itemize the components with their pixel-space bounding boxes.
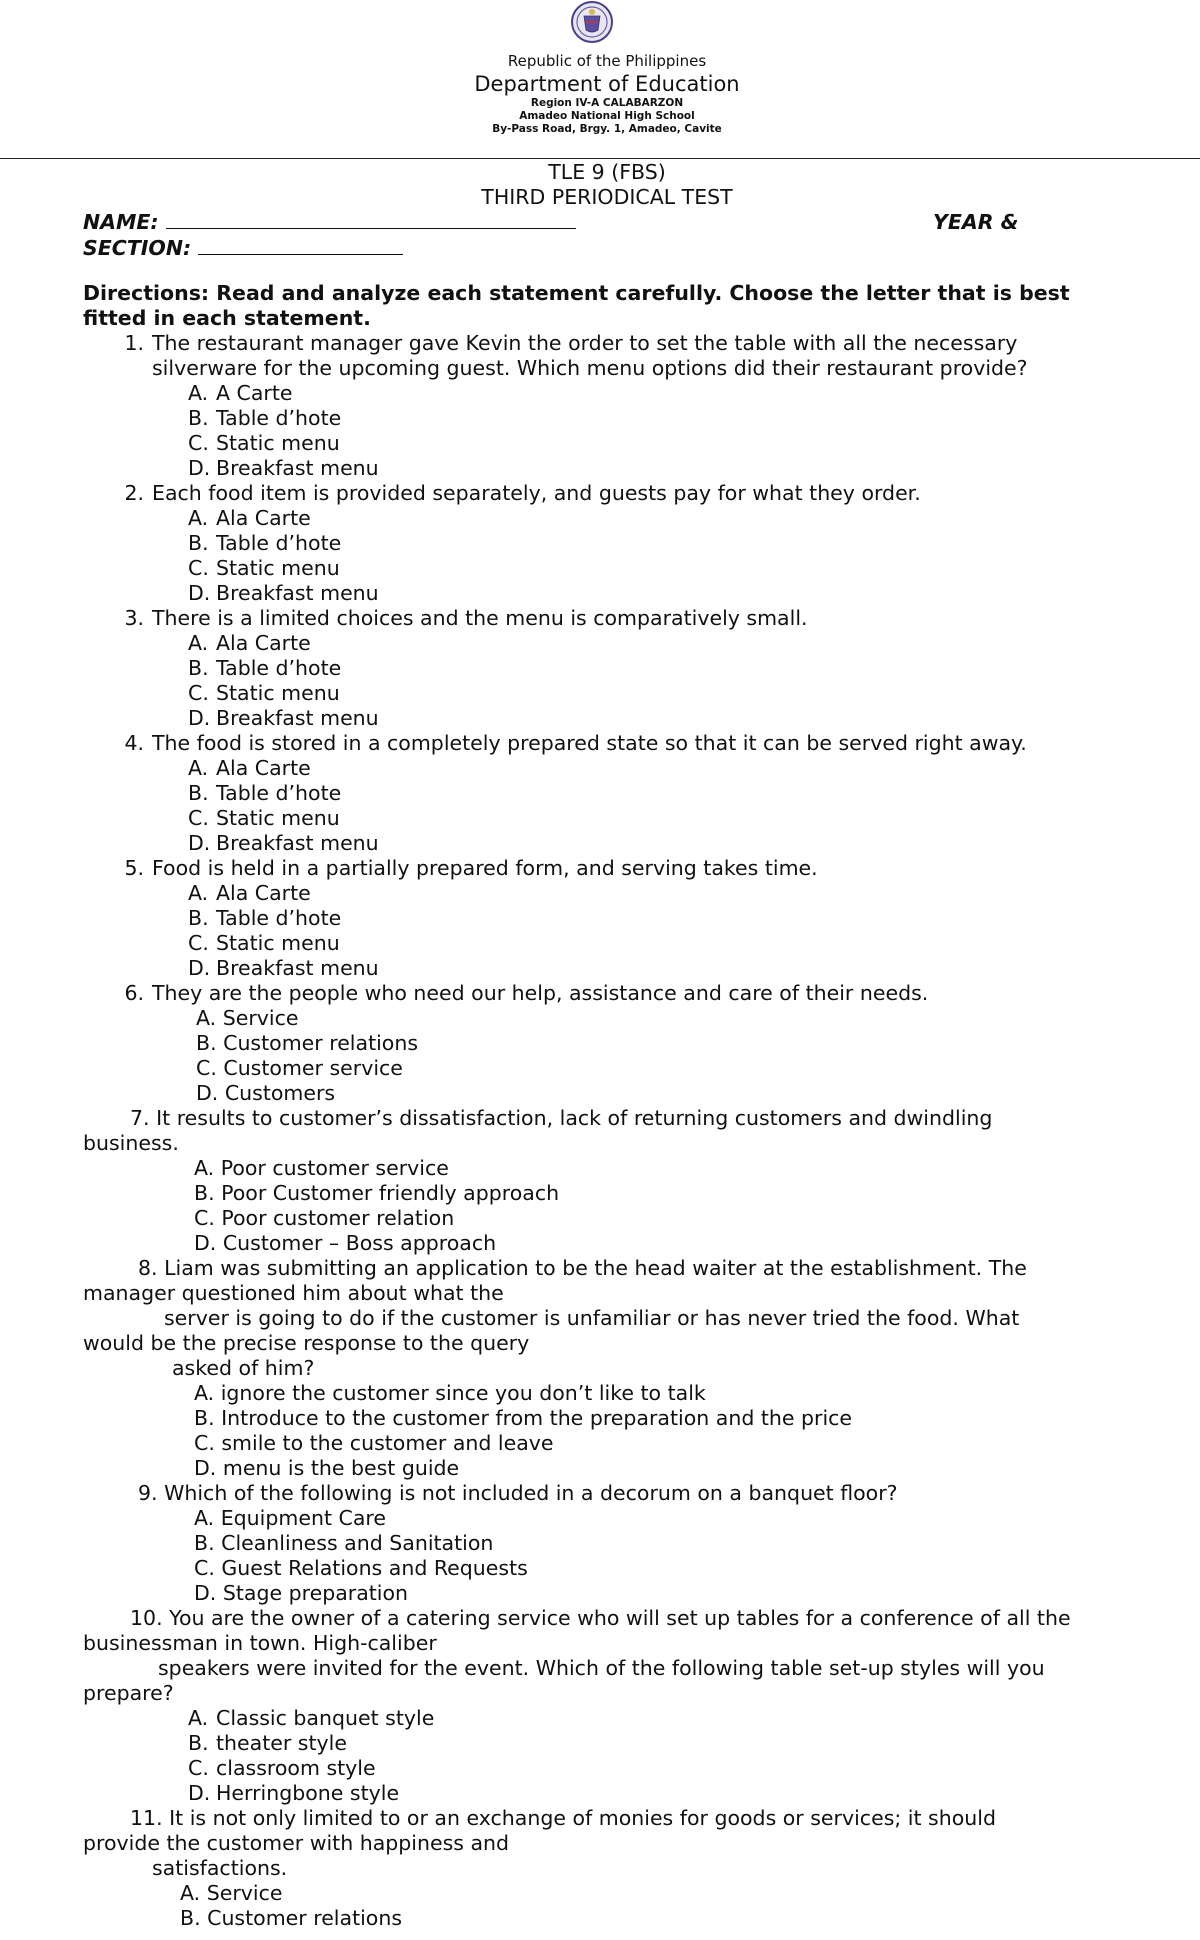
choice[interactable]: [194, 1431, 554, 1456]
question-6: [112, 981, 928, 1006]
choice-text: Guest Relations and Requests: [221, 1556, 528, 1580]
choice[interactable]: [188, 581, 379, 606]
choice-text: Ala Carte: [216, 881, 311, 905]
question-text: It is not only limited to or an exchange of monies for goods or services; it should: [169, 1806, 996, 1830]
choice-text: Poor customer relation: [221, 1206, 455, 1230]
choice-letter: C.: [194, 1431, 215, 1455]
choice[interactable]: [194, 1206, 454, 1231]
section-label: SECTION:: [83, 236, 192, 260]
choice[interactable]: [194, 1406, 852, 1431]
question-text: Which of the following is not included in a decorum on a banquet floor?: [164, 1481, 898, 1505]
choice-letter: D.: [188, 706, 211, 730]
question-text: would be the precise response to the query: [83, 1331, 530, 1355]
choice-letter: B.: [188, 906, 209, 930]
choice-text: Breakfast menu: [216, 956, 379, 980]
choice-text: menu is the best guide: [222, 1456, 460, 1480]
choice-letter: C.: [188, 806, 209, 830]
choice-letter: C.: [188, 931, 209, 955]
choice-letter: A.: [194, 1381, 215, 1405]
question-text: You are the owner of a catering service who will set up tables for a conference of all the: [169, 1606, 1071, 1630]
year-label: YEAR &: [933, 210, 1019, 234]
header-divider: [0, 158, 1200, 159]
choice[interactable]: [180, 1906, 402, 1931]
choice-letter: B.: [194, 1406, 215, 1430]
choice-text: Static menu: [216, 806, 340, 830]
question-number: 7.: [130, 1106, 150, 1130]
choice-text: Ala Carte: [216, 506, 311, 530]
question-text: The restaurant manager gave Kevin the order to set the table with all the necessary: [152, 331, 1018, 355]
choice-letter: B.: [188, 1731, 209, 1755]
choice[interactable]: [188, 756, 311, 781]
choice-letter: A.: [188, 1706, 209, 1730]
choice-letter: A.: [194, 1506, 215, 1530]
choice-text: Poor Customer friendly approach: [221, 1181, 560, 1205]
test-title: THIRD PERIODICAL TEST: [481, 185, 733, 209]
question-5: [112, 856, 818, 881]
choice-letter: C.: [188, 1756, 209, 1780]
choice[interactable]: [188, 1731, 347, 1756]
choice-text: Breakfast menu: [216, 581, 379, 605]
choice-text: Table d’hote: [216, 406, 342, 430]
choice[interactable]: [188, 406, 341, 431]
choice-text: Customer relations: [207, 1906, 403, 1930]
question-text: There is a limited choices and the menu is comparatively small.: [152, 606, 808, 630]
question-text: Liam was submitting an application to be the head waiter at the establishment. The: [164, 1256, 1027, 1280]
choice-text: Static menu: [216, 556, 340, 580]
choice[interactable]: [194, 1456, 459, 1481]
choice-letter: B.: [194, 1531, 215, 1555]
name-field[interactable]: [83, 210, 576, 235]
choice-text: classroom style: [216, 1756, 376, 1780]
choice-text: Cleanliness and Sanitation: [221, 1531, 494, 1555]
choice[interactable]: [194, 1231, 496, 1256]
choice-text: smile to the customer and leave: [221, 1431, 554, 1455]
choice-text: Customers: [224, 1081, 336, 1105]
deped-seal-icon: [570, 0, 614, 44]
choice-letter: A.: [188, 756, 209, 780]
choice-text: Table d’hote: [216, 656, 342, 680]
choice-text: ignore the customer since you don’t like to talk: [220, 1381, 706, 1405]
question-2: [112, 481, 921, 506]
question-text: asked of him?: [172, 1356, 315, 1380]
choice-letter: C.: [188, 431, 209, 455]
choice-letter: C.: [194, 1556, 215, 1580]
question-9: [138, 1481, 898, 1506]
question-number: 8.: [138, 1256, 158, 1280]
question-text: server is going to do if the customer is unfamiliar or has never tried the food. What: [164, 1306, 1020, 1330]
section-field[interactable]: [83, 236, 403, 261]
choice-letter: A.: [180, 1881, 201, 1905]
choice[interactable]: [188, 1756, 376, 1781]
choice-letter: A.: [194, 1156, 215, 1180]
question-8: [138, 1256, 1027, 1281]
question-11: [130, 1806, 996, 1831]
choice-text: Herringbone style: [216, 1781, 400, 1805]
choice[interactable]: [188, 631, 311, 656]
directions-line: fitted in each statement.: [83, 306, 371, 330]
name-blank[interactable]: [166, 210, 576, 229]
choice-letter: B.: [194, 1181, 215, 1205]
choice-text: A Carte: [216, 381, 293, 405]
choice-text: Ala Carte: [216, 631, 311, 655]
choice-letter: C.: [196, 1056, 217, 1080]
question-number: 2.: [124, 481, 144, 505]
choice[interactable]: [188, 1706, 434, 1731]
directions-line: Directions: Read and analyze each statement carefully. Choose the letter that is best: [83, 281, 1070, 305]
choice-text: Table d’hote: [216, 906, 342, 930]
choice[interactable]: [194, 1581, 408, 1606]
choice[interactable]: [196, 1031, 418, 1056]
choice-letter: B.: [180, 1906, 201, 1930]
question-text: speakers were invited for the event. Which of the following table set-up styles will you: [158, 1656, 1045, 1680]
choice[interactable]: [188, 706, 379, 731]
question-4: [112, 731, 1027, 756]
choice-letter: D.: [194, 1581, 217, 1605]
choice-text: Customer – Boss approach: [222, 1231, 497, 1255]
choice-letter: B.: [188, 406, 209, 430]
choice[interactable]: [194, 1506, 386, 1531]
question-text: satisfactions.: [152, 1856, 288, 1880]
choice-letter: D.: [196, 1081, 219, 1105]
choice[interactable]: [188, 831, 379, 856]
choice-text: Customer relations: [223, 1031, 419, 1055]
choice-text: Table d’hote: [216, 531, 342, 555]
choice-text: Static menu: [216, 681, 340, 705]
header-department: Department of Education: [474, 72, 740, 96]
choice-text: Service: [222, 1006, 299, 1030]
choice-text: Static menu: [216, 931, 340, 955]
choice-text: Poor customer service: [220, 1156, 449, 1180]
choice[interactable]: [194, 1181, 559, 1206]
choice[interactable]: [188, 556, 340, 581]
name-label: NAME:: [83, 210, 159, 234]
choice-letter: B.: [188, 781, 209, 805]
header-school: Amadeo National High School: [519, 110, 695, 122]
choice-text: Breakfast menu: [216, 706, 379, 730]
choice-text: Table d’hote: [216, 781, 342, 805]
choice[interactable]: [188, 1781, 399, 1806]
choice-text: Breakfast menu: [216, 456, 379, 480]
question-text: It results to customer’s dissatisfaction, lack of returning customers and dwindling: [156, 1106, 993, 1130]
choice-letter: D.: [194, 1231, 217, 1255]
choice[interactable]: [180, 1881, 282, 1906]
choice-letter: C.: [194, 1206, 215, 1230]
choice-text: Stage preparation: [222, 1581, 409, 1605]
choice-letter: C.: [188, 681, 209, 705]
question-text: business.: [83, 1131, 179, 1155]
choice[interactable]: [188, 381, 293, 406]
question-10: [130, 1606, 1071, 1631]
choice[interactable]: [188, 506, 311, 531]
question-text: The food is stored in a completely prepared state so that it can be served right away.: [152, 731, 1027, 755]
choice[interactable]: [188, 781, 341, 806]
choice-letter: D.: [188, 956, 211, 980]
choice-letter: A.: [188, 381, 209, 405]
question-text: businessman in town. High-caliber: [83, 1631, 437, 1655]
choice[interactable]: [188, 931, 340, 956]
choice[interactable]: [188, 881, 311, 906]
choice[interactable]: [188, 456, 379, 481]
choice[interactable]: [194, 1531, 493, 1556]
choice[interactable]: [188, 531, 341, 556]
choice-text: Equipment Care: [220, 1506, 386, 1530]
choice-text: Ala Carte: [216, 756, 311, 780]
choice-letter: A.: [188, 506, 209, 530]
choice[interactable]: [196, 1006, 298, 1031]
header-republic: Republic of the Philippines: [507, 52, 707, 70]
test-subject: TLE 9 (FBS): [548, 160, 666, 184]
choice-letter: A.: [188, 631, 209, 655]
choice[interactable]: [188, 956, 379, 981]
choice-letter: C.: [188, 556, 209, 580]
choice[interactable]: [188, 806, 340, 831]
choice-text: Service: [206, 1881, 283, 1905]
question-7: [130, 1106, 992, 1131]
question-text: manager questioned him about what the: [83, 1281, 504, 1305]
question-text: silverware for the upcoming guest. Which menu options did their restaurant provide?: [152, 356, 1028, 380]
choice[interactable]: [188, 656, 341, 681]
choice-letter: B.: [196, 1031, 217, 1055]
question-1: [112, 331, 1017, 356]
question-text: They are the people who need our help, assistance and care of their needs.: [152, 981, 929, 1005]
choice-letter: D.: [188, 831, 211, 855]
question-text: prepare?: [83, 1681, 174, 1705]
question-text: Food is held in a partially prepared form, and serving takes time.: [152, 856, 818, 880]
choice-letter: D.: [188, 456, 211, 480]
choice-text: Breakfast menu: [216, 831, 379, 855]
question-number: 10.: [130, 1606, 163, 1630]
choice[interactable]: [194, 1556, 528, 1581]
header-address: By-Pass Road, Brgy. 1, Amadeo, Cavite: [492, 123, 722, 135]
choice[interactable]: [196, 1081, 335, 1106]
choice-text: Introduce to the customer from the preparation and the price: [221, 1406, 853, 1430]
question-number: 5.: [124, 856, 144, 880]
choice[interactable]: [188, 431, 340, 456]
question-3: [112, 606, 808, 631]
choice[interactable]: [188, 681, 340, 706]
choice-letter: D.: [188, 1781, 211, 1805]
choice-letter: A.: [188, 881, 209, 905]
choice-letter: A.: [196, 1006, 217, 1030]
choice-letter: D.: [194, 1456, 217, 1480]
choice-text: Customer service: [223, 1056, 403, 1080]
choice[interactable]: [188, 906, 341, 931]
question-number: 3.: [124, 606, 144, 630]
choice[interactable]: [196, 1056, 403, 1081]
question-number: 4.: [124, 731, 144, 755]
question-number: 9.: [138, 1481, 158, 1505]
question-text: provide the customer with happiness and: [83, 1831, 510, 1855]
question-number: 1.: [124, 331, 144, 355]
choice-text: Classic banquet style: [216, 1706, 435, 1730]
choice-text: Static menu: [216, 431, 340, 455]
choice-text: theater style: [216, 1731, 347, 1755]
question-number: 11.: [130, 1806, 163, 1830]
choice-letter: B.: [188, 656, 209, 680]
choice-letter: D.: [188, 581, 211, 605]
choice[interactable]: [194, 1381, 706, 1406]
header-region: Region IV-A CALABARZON: [530, 97, 684, 109]
choice[interactable]: [194, 1156, 449, 1181]
section-blank[interactable]: [198, 236, 403, 255]
question-text: Each food item is provided separately, and guests pay for what they order.: [152, 481, 921, 505]
choice-letter: B.: [188, 531, 209, 555]
question-number: 6.: [124, 981, 144, 1005]
